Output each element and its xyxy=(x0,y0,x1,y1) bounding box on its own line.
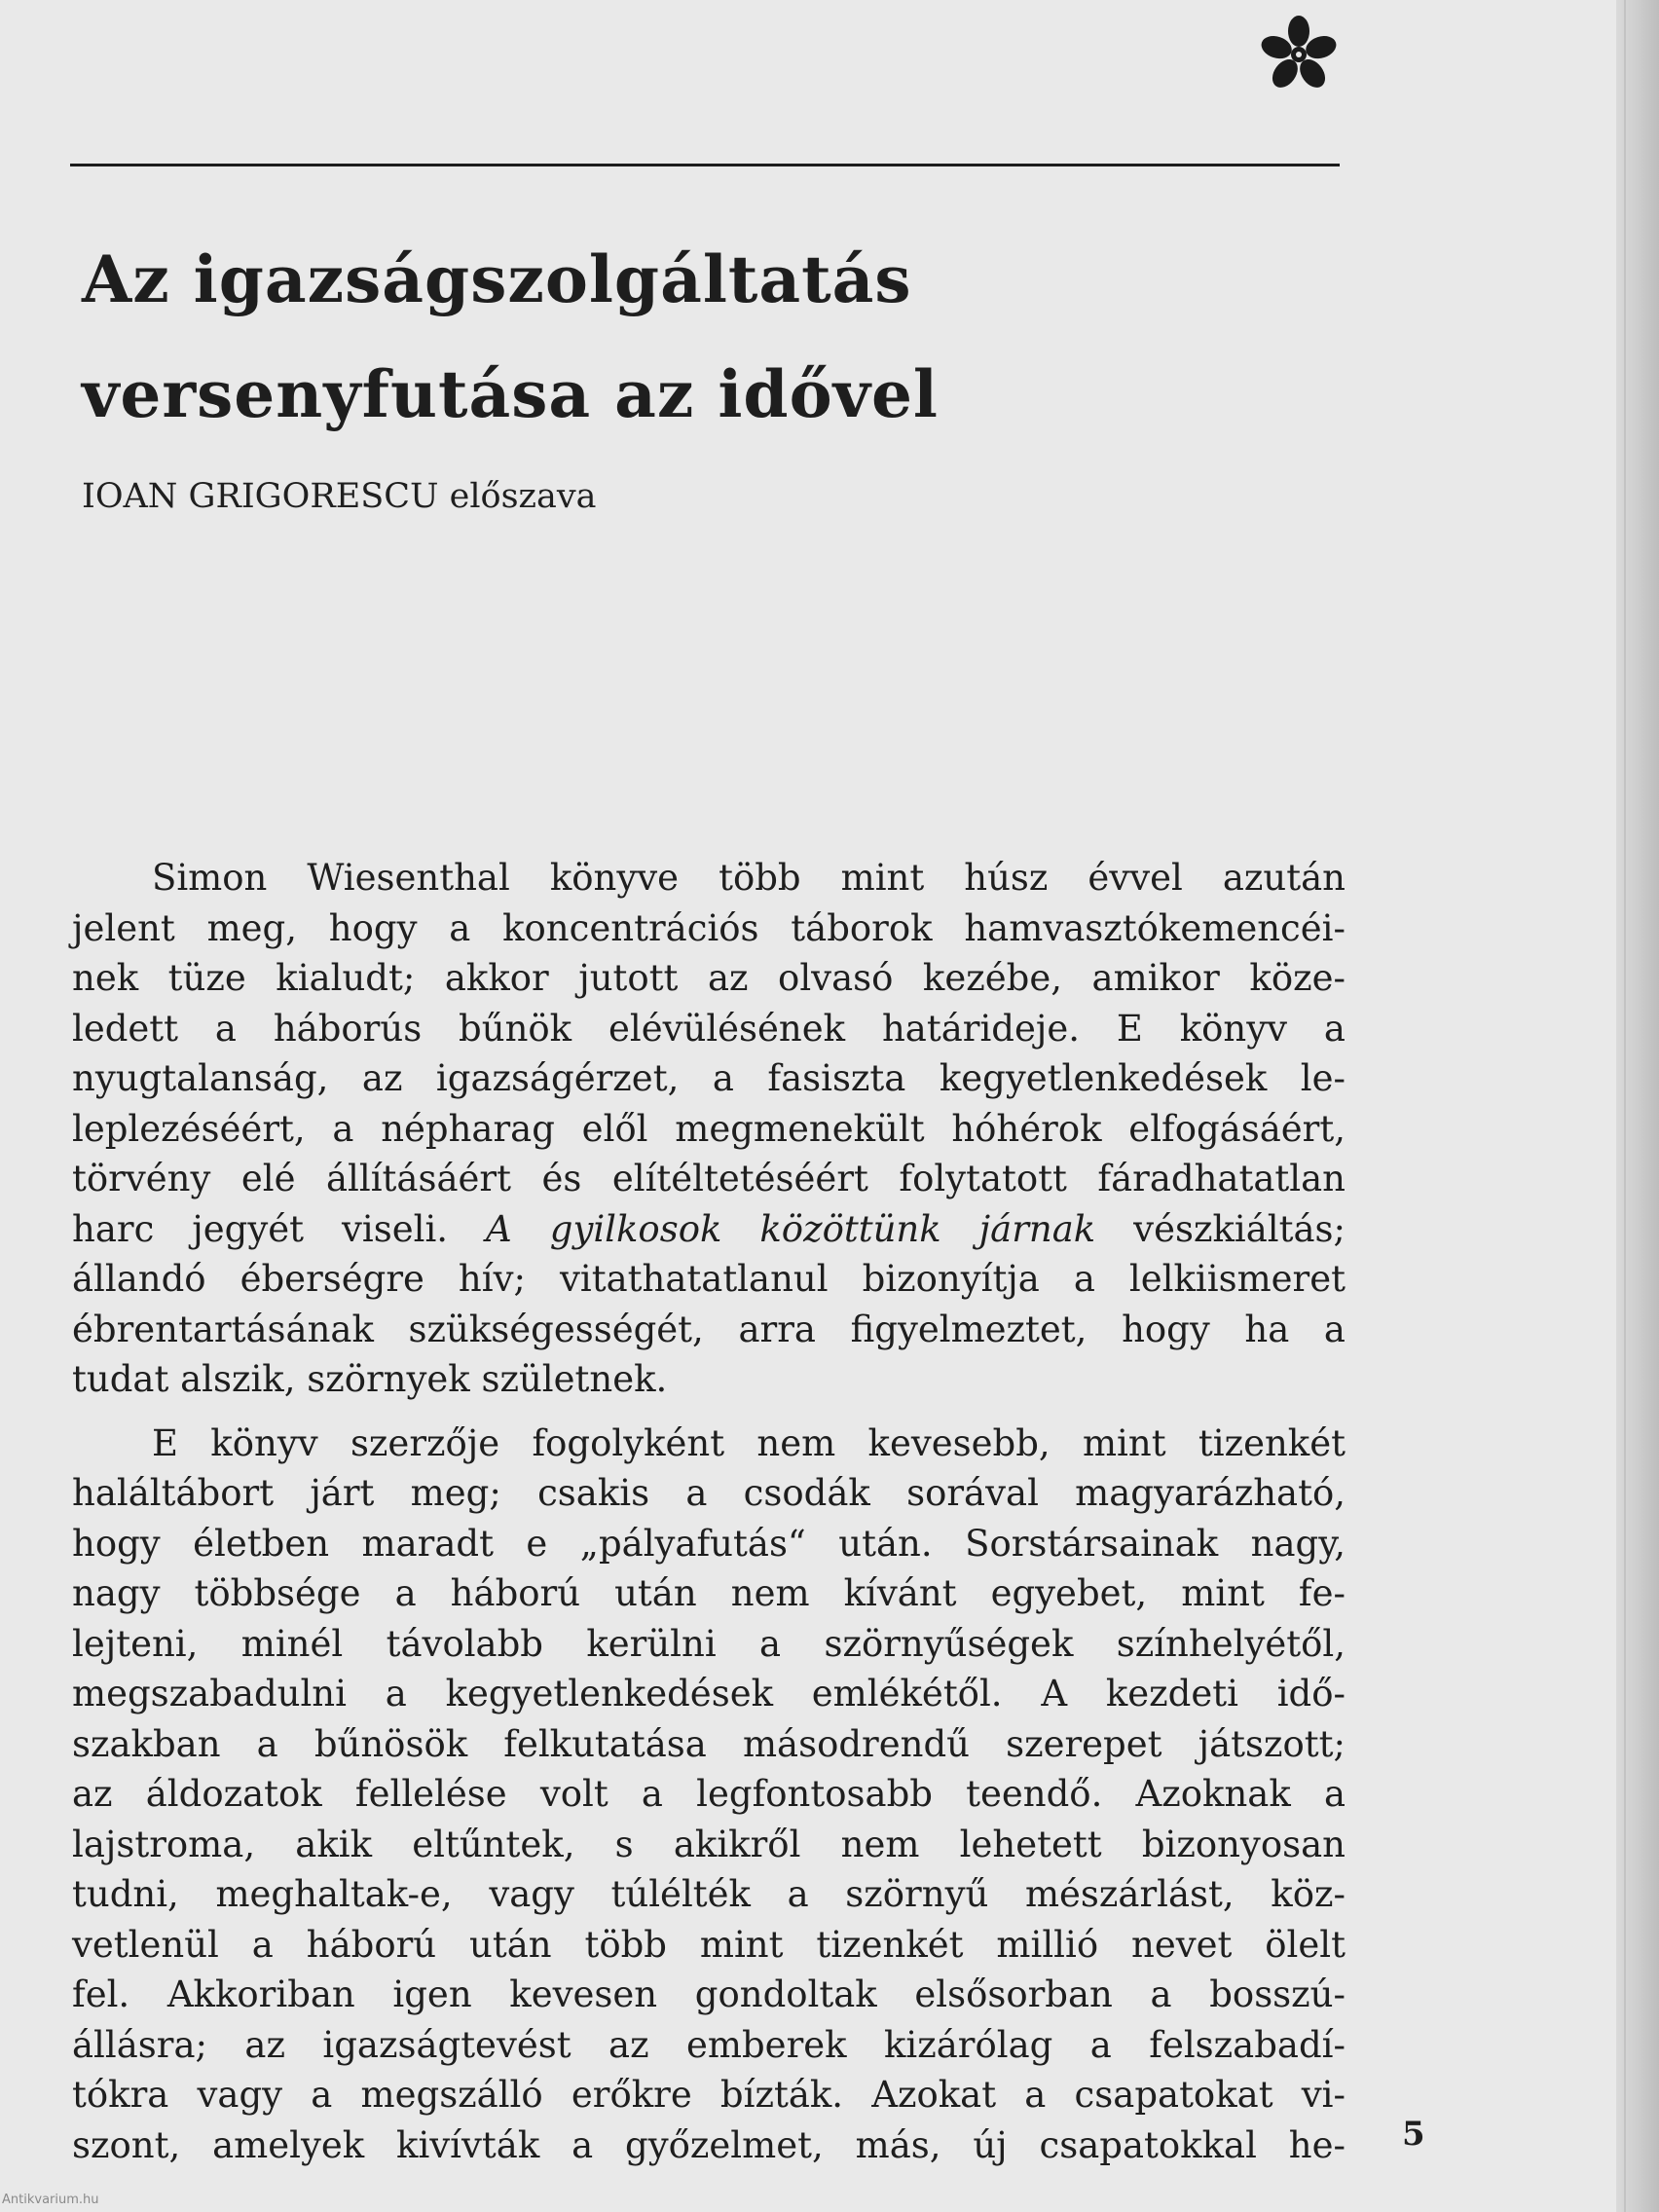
text-line: az áldozatok fellelése volt a legfontosabb teendő. Azoknak a xyxy=(72,1773,1346,1815)
book-title-italic: A gyilkosok közöttünk járnak xyxy=(486,1207,1096,1250)
text-line: hogy életben maradt e „pályafutás“ után. Sorstársainak nagy, xyxy=(72,1522,1346,1565)
text-line: leplezéséért, a népharag elől megmenekült hóhérok elfogásáért, xyxy=(72,1107,1346,1150)
text-line: megszabadulni a kegyetlenkedések emlékétől. A kezdeti idő- xyxy=(72,1673,1346,1714)
chapter-title-line-1: Az igazságszolgáltatás xyxy=(82,241,912,317)
text-line: fel. Akkoriban igen kevesen gondoltak elsősorban a bosszú- xyxy=(72,1973,1346,2015)
chapter-title-line-2: versenyfutása az idővel xyxy=(82,356,940,432)
chapter-title xyxy=(82,222,1299,452)
text-fragment: vészkiáltás; xyxy=(1095,1207,1346,1250)
text-line: szakban a bűnösök felkutatása másodrendű szerepet játszott; xyxy=(72,1722,1346,1765)
text-line: E könyv szerzője fogolyként nem kevesebb, mint tizenkét xyxy=(152,1421,1346,1464)
page-number: 5 xyxy=(1402,2115,1425,2154)
text-line: lejteni, minél távolabb kerülni a szörnyűségek színhelyétől, xyxy=(72,1622,1346,1665)
text-fragment: harc jegyét viseli. xyxy=(72,1207,487,1250)
text-line: ébrentartásának szükségességét, arra figyelmeztet, hogy ha a xyxy=(72,1308,1346,1350)
text-line: állásra; az igazságtevést az emberek kizárólag a felszabadí- xyxy=(72,2023,1346,2066)
text-line: tudat alszik, szörnyek születnek. xyxy=(72,1358,668,1400)
text-line: Simon Wiesenthal könyve több mint húsz évvel azután xyxy=(152,857,1346,899)
text-line: jelent meg, hogy a koncentrációs táborok hamvasztókemencéi- xyxy=(72,906,1346,949)
paragraph-1 xyxy=(72,853,1346,1405)
page-edge xyxy=(1616,0,1659,2212)
text-line: nek tüze kialudt; akkor jutott az olvasó kezébe, amikor köze- xyxy=(72,957,1346,999)
text-line: nagy többsége a háború után nem kívánt egyebet, mint fe- xyxy=(72,1572,1346,1614)
text-line: tudni, meghaltak-e, vagy túlélték a szörnyű mészárlást, köz- xyxy=(72,1873,1346,1915)
watermark: Antikvarium.hu xyxy=(2,2193,99,2207)
text-line: lajstroma, akik eltűntek, s akikről nem lehetett bizonyosan xyxy=(72,1823,1346,1865)
text-line: állandó éberségre hív; vitathatatlanul bizonyítja a lelkiismeret xyxy=(72,1258,1346,1300)
text-line: vetlenül a háború után több mint tizenkét millió nevet ölelt xyxy=(72,1923,1346,1966)
text-line: haláltábort járt meg; csakis a csodák sorával magyarázható, xyxy=(72,1472,1346,1514)
author-byline: IOAN GRIGORESCU előszava xyxy=(82,477,597,516)
flower-ornament-icon xyxy=(1258,14,1340,95)
text-line: ledett a háborús bűnök elévülésének határideje. E könyv a xyxy=(72,1007,1346,1050)
text-line: szont, amelyek kivívták a győzelmet, más, új csapatokkal he- xyxy=(72,2123,1346,2166)
paragraph-2 xyxy=(72,1419,1346,2171)
text-line: tókra vagy a megszálló erőkre bízták. Azokat a csapatokat vi- xyxy=(72,2074,1346,2116)
page-edge-line xyxy=(1624,0,1626,2212)
body-text xyxy=(72,853,1346,2170)
header-rule xyxy=(70,164,1340,166)
text-line: törvény elé állításáért és elítéltetéséért folytatott fáradhatatlan xyxy=(72,1158,1346,1199)
text-line-with-italic xyxy=(72,1204,1346,1255)
text-line: nyugtalanság, az igazságérzet, a fasiszta kegyetlenkedések le- xyxy=(72,1057,1346,1099)
